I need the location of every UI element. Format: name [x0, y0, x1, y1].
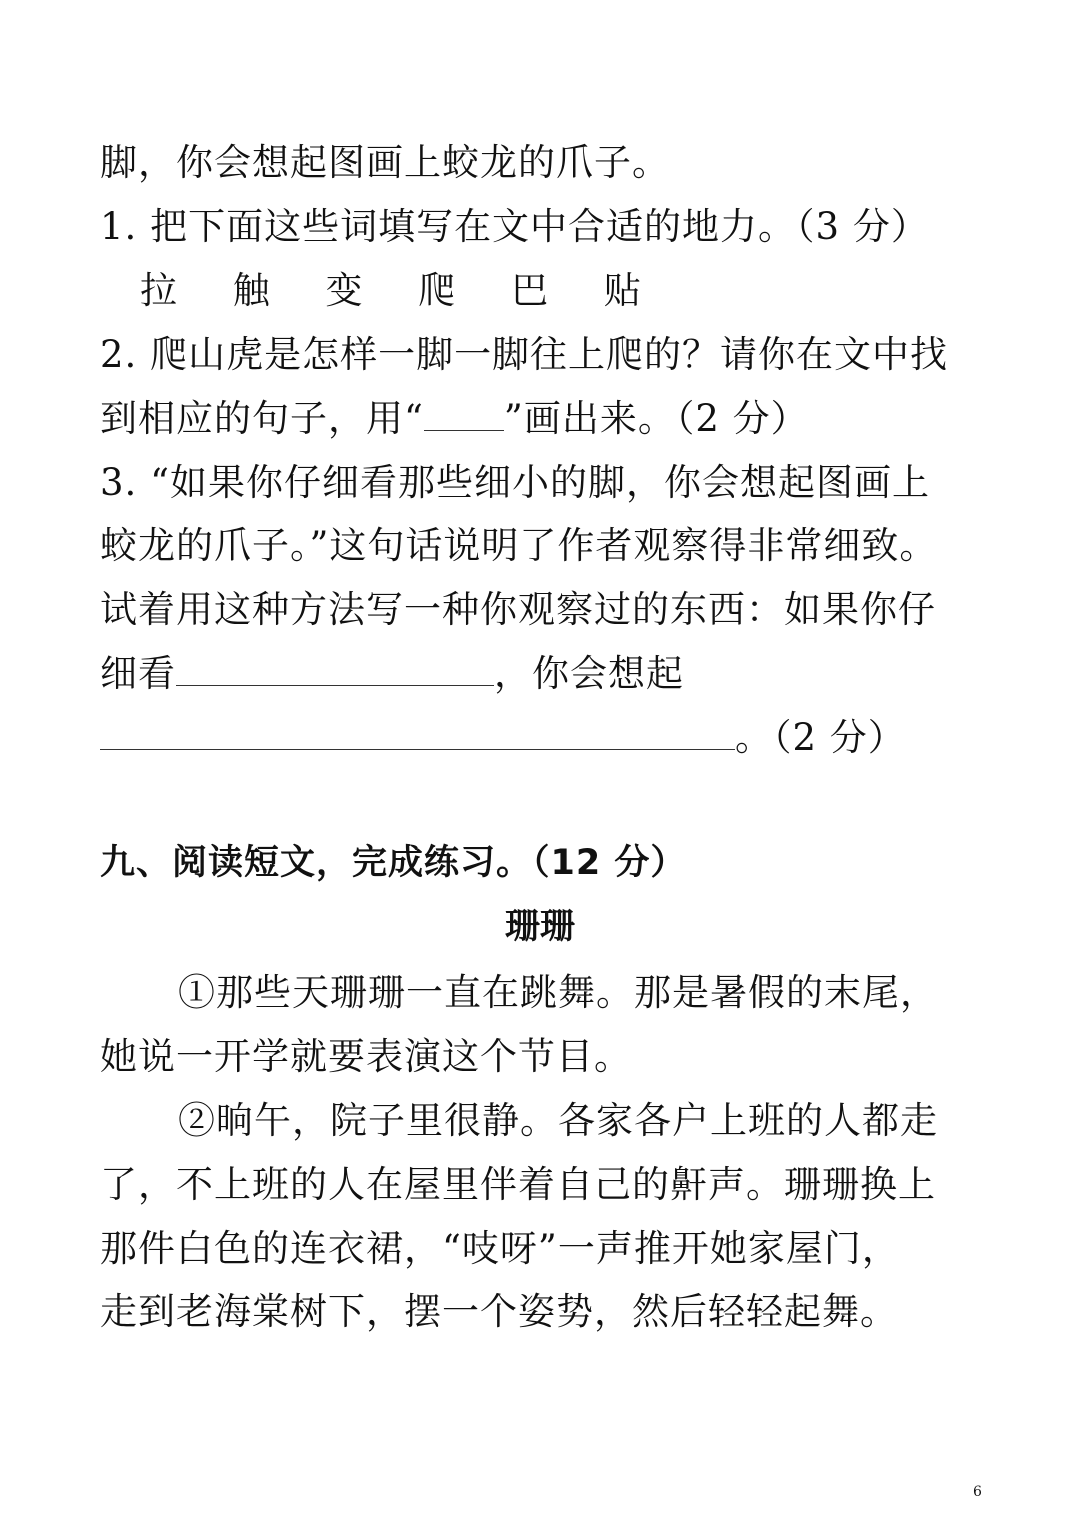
word-item: 变 [325, 269, 364, 312]
question-3-line-3: 试着用这种方法写一种你观察过的东西：如果你仔 [100, 588, 936, 631]
question-3-text-a: 细看 [100, 652, 176, 695]
word-item: 爬 [418, 269, 457, 312]
question-3-text-b: ，你会想起 [494, 652, 684, 695]
word-item: 巴 [511, 269, 550, 312]
paragraph-2-line-2: 了，不上班的人在屋里伴着自己的鼾声。珊珊换上 [100, 1163, 936, 1206]
question-3-points: 。（2 分） [735, 716, 906, 759]
underline-marker-sample [424, 400, 504, 431]
answer-blank-2[interactable] [100, 719, 735, 750]
paragraph-2-line-3: 那件白色的连衣裙，“吱呀”一声推开她家屋门， [100, 1227, 900, 1270]
question-2-line-1: 2. 爬山虎是怎样一脚一脚往上爬的？请你在文中找 [100, 333, 949, 376]
answer-blank-1[interactable] [176, 655, 494, 686]
word-item: 拉 [140, 269, 178, 312]
question-2-line-2 [100, 397, 809, 440]
paragraph-2-line-1: ②晌午，院子里很静。各家各户上班的人都走 [178, 1099, 938, 1142]
question-2-text-a: 到相应的句子，用“ [100, 397, 424, 440]
question-2-text-b: ”画出来。（2 分） [503, 397, 809, 440]
paragraph-2-line-4: 走到老海棠树下，摆一个姿势，然后轻轻起舞。 [100, 1290, 898, 1333]
question-3-line-5 [100, 716, 906, 759]
question-3-line-2: 蛟龙的爪子。”这句话说明了作者观察得非常细致。 [100, 524, 938, 567]
word-item: 触 [232, 269, 271, 312]
question-1-text: 1. 把下面这些词填写在文中合适的地力。（3 分） [100, 205, 929, 248]
question-3-line-1: 3. “如果你仔细看那些细小的脚，你会想起图画上 [100, 461, 930, 504]
section-9-heading: 九、阅读短文，完成练习。（12 分） [100, 843, 687, 883]
page-number: 6 [973, 1484, 982, 1500]
paragraph-1-line-2: 她说一开学就要表演这个节目。 [100, 1035, 632, 1078]
word-item: 贴 [603, 269, 642, 312]
paragraph-1-line-1: ①那些天珊珊一直在跳舞。那是暑假的末尾， [178, 971, 938, 1014]
question-1-word-list [140, 269, 684, 312]
passage-end-line: 脚，你会想起图画上蛟龙的爪子。 [100, 141, 670, 184]
question-3-line-4 [100, 652, 684, 695]
passage-title: 珊珊 [504, 907, 575, 947]
